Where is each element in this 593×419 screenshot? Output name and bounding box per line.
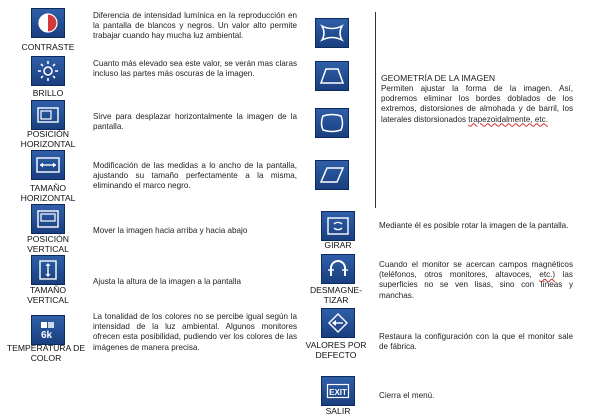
svg-text:6k: 6k bbox=[41, 330, 53, 341]
vertical-size-icon bbox=[31, 255, 65, 285]
horizontal-position-icon bbox=[31, 100, 65, 130]
vertical-size-description: Ajusta la altura de la imagen a la pantalla bbox=[93, 277, 242, 286]
geometry-description bbox=[381, 84, 573, 125]
horizontal-size-icon bbox=[31, 150, 65, 180]
vertical-position-label: POSICIÓN VERTICAL bbox=[26, 234, 70, 254]
degauss-description-etc: etc.) bbox=[539, 270, 556, 280]
contrast-icon bbox=[31, 8, 65, 38]
vertical-size-label: TAMAÑO VERTICAL bbox=[27, 285, 69, 305]
color-temperature-label: TEMPERATURA DE COLOR bbox=[6, 343, 86, 363]
brightness-icon bbox=[31, 56, 65, 86]
color-temperature-description: La tonalidad de los colores no se percibe igual según la intensidad de la luz ambiental. Algunos monitores ofrecen esta posibilidad, pudiendo ver los colores de las imágenes de manera precisa. bbox=[93, 312, 297, 352]
degauss-description-text: Cuando el monitor se acercan campos magnéticos (teléfonos, otros monitores, altavoces, bbox=[379, 260, 573, 280]
vertical-position-description: Mover la imagen hacia arriba y hacia abajo bbox=[93, 226, 248, 235]
horizontal-size-label: TAMAÑO HORIZONTAL bbox=[20, 183, 76, 203]
parallelogram-icon bbox=[315, 160, 349, 190]
rotate-description: Mediante él es posible rotar la imagen de la pantalla. bbox=[379, 221, 569, 230]
contrast-label: CONTRASTE bbox=[21, 42, 75, 52]
geometry-divider bbox=[375, 12, 376, 208]
exit-label: SALIR bbox=[325, 406, 351, 416]
degauss-description bbox=[379, 260, 573, 301]
exit-icon-text: EXIT bbox=[329, 388, 347, 397]
geometry-title: GEOMETRÍA DE LA IMAGEN bbox=[381, 73, 496, 83]
brightness-label: BRILLO bbox=[32, 88, 64, 98]
trapezoid-icon bbox=[315, 61, 349, 91]
reset-icon bbox=[321, 308, 355, 338]
horizontal-position-label: POSICIÓN HORIZONTAL bbox=[20, 129, 76, 149]
degauss-description-text-end: las superficies no se ven lisas, sino con líneas y manchas. bbox=[379, 270, 573, 300]
rotate-label: GIRAR bbox=[324, 240, 352, 250]
reset-description: Restaura la configuración con la que el monitor sale de fábrica. bbox=[379, 332, 573, 352]
horizontal-size-description: Modificación de las medidas a lo ancho de la pantalla, ajustando su tamaño perfectamente a la misma, eliminando el marco negro. bbox=[93, 161, 297, 191]
pincushion-icon bbox=[315, 18, 349, 48]
rotate-icon bbox=[321, 211, 355, 241]
brightness-description: Cuanto más elevado sea este valor, se verán mas claras incluso las partes más oscuras de la imagen. bbox=[93, 59, 297, 79]
vertical-position-icon bbox=[31, 204, 65, 234]
barrel-icon bbox=[315, 108, 349, 138]
contrast-description: Diferencia de intensidad lumínica en la reproducción en la pantalla de blancos y negros. Un valor alto permite trabajar cuando hay mucha luz ambiental. bbox=[93, 11, 297, 41]
degauss-label: DESMAGNE-TIZAR bbox=[309, 285, 363, 305]
degauss-icon bbox=[321, 254, 355, 284]
color-temperature-icon bbox=[31, 315, 65, 345]
exit-icon bbox=[321, 376, 355, 406]
reset-label: VALORES POR DEFECTO bbox=[305, 340, 367, 360]
exit-description: Cierra el menú. bbox=[379, 391, 435, 400]
geometry-description-text-end: trapezoidalmente, etc. bbox=[468, 114, 548, 124]
geometry-description-text: Permiten ajustar la forma de la imagen. Así, podremos eliminar los bordes doblados de los extremos, distorsiones de almohada y de barril, los laterales distorsionados bbox=[381, 84, 573, 124]
horizontal-position-description: Sirve para desplazar horizontalmente la imagen de la pantalla. bbox=[93, 112, 297, 132]
